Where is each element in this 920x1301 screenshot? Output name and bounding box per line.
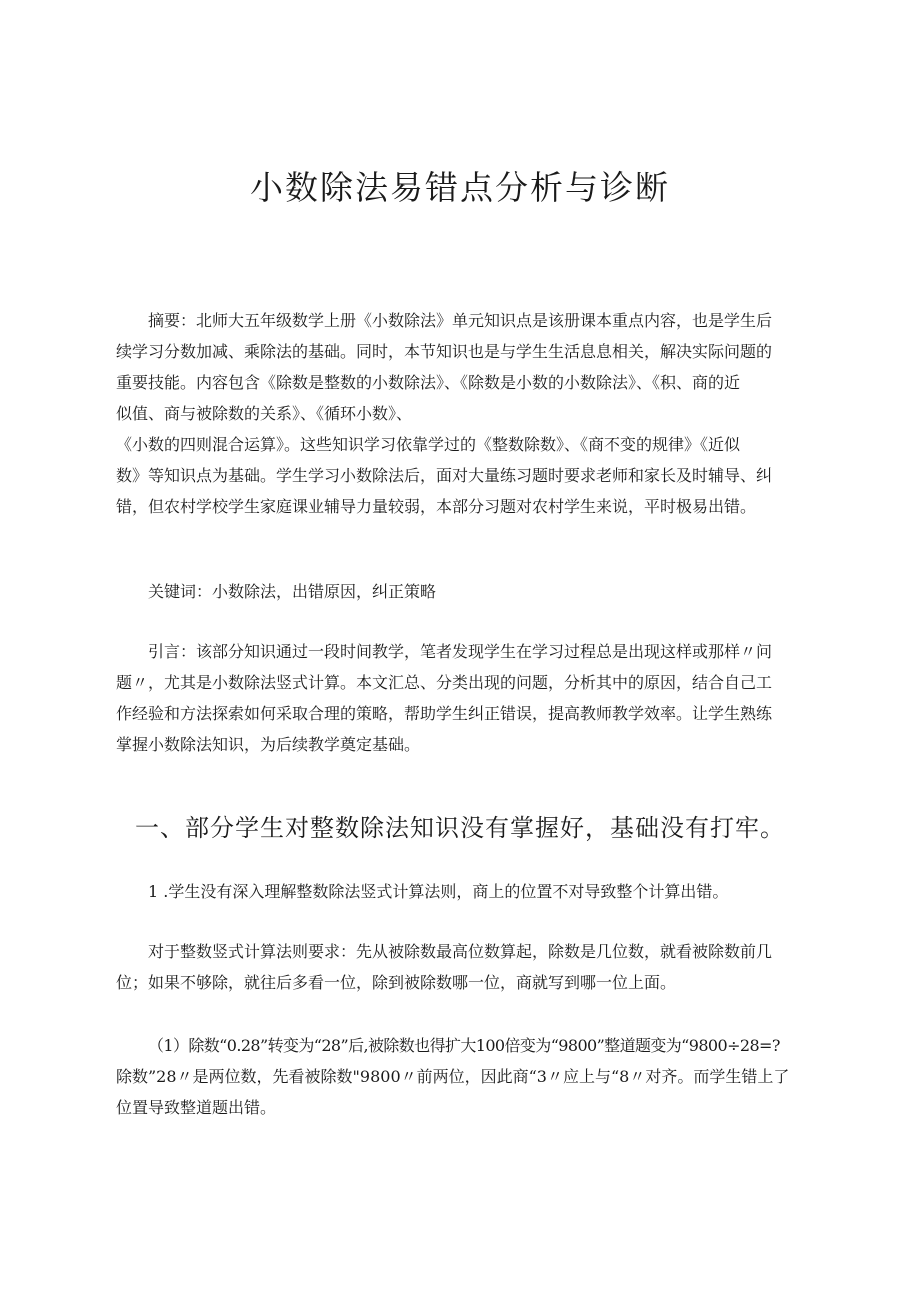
abstract-line: 错，但农村学校学生家庭课业辅导力量较弱，本部分习题对农村学生来说，平时极易出错。 <box>116 497 757 516</box>
item-1-text: 1 .学生没有深入理解整数除法竖式计算法则，商上的位置不对导致整个计算出错。 <box>148 882 729 901</box>
intro-line: 题〃，尤其是小数除法竖式计算。本文汇总、分类出现的问题，分析其中的原因，结合自己工 <box>116 673 773 692</box>
rule-paragraph <box>116 936 812 998</box>
example-line: 除数”28〃是两位数，先看被除数"9800〃前两位，因此商“3〃应上与“8〃对齐。而学生错上了 <box>116 1067 790 1086</box>
abstract-paragraph <box>116 305 812 522</box>
example-paragraph <box>116 1030 812 1123</box>
abstract-line: 摘要：北师大五年级数学上册《小数除法》单元知识点是该册课本重点内容，也是学生后 <box>148 311 773 330</box>
section-1-heading: 一、部分学生对整数除法知识没有掌握好，基础没有打牢。 <box>135 814 785 842</box>
abstract-line: 《小数的四则混合运算》。这些知识学习依靠学过的《整数除数》、《商不变的规律》《近似 <box>116 435 741 454</box>
intro-paragraph <box>116 636 812 760</box>
rule-line: 位；如果不够除，就往后多看一位，除到被除数哪一位，商就写到哪一位上面。 <box>116 973 677 992</box>
intro-line: 掌握小数除法知识，为后续教学奠定基础。 <box>116 735 421 754</box>
example-line: （1）除数“0.28”转变为“28”后,被除数也得扩大100倍变为“9800”整道题变为“9800÷28=? <box>148 1036 780 1055</box>
document-title: 小数除法易错点分析与诊断 <box>250 168 670 207</box>
example-line: 位置导致整道题出错。 <box>116 1098 277 1117</box>
abstract-line: 重要技能。内容包含《除数是整数的小数除法》、《除数是小数的小数除法》、《积、商的近 <box>116 373 741 392</box>
abstract-line: 续学习分数加减、乘除法的基础。同时，本节知识也是与学生生活息息相关，解决实际问题的 <box>116 342 773 361</box>
abstract-line: 似值、商与被除数的关系》、《循环小数》、 <box>116 404 413 423</box>
keywords-line: 关键词：小数除法，出错原因，纠正策略 <box>148 582 437 601</box>
intro-line: 作经验和方法探索如何采取合理的策略，帮助学生纠正错误，提高教师教学效率。让学生熟练 <box>116 704 773 723</box>
abstract-line: 数》等知识点为基础。学生学习小数除法后，面对大量练习题时要求老师和家长及时辅导、纠 <box>116 466 773 485</box>
intro-line: 引言：该部分知识通过一段时间教学，笔者发现学生在学习过程总是出现这样或那样〃问 <box>148 642 773 661</box>
rule-line: 对于整数竖式计算法则要求：先从被除数最高位数算起，除数是几位数，就看被除数前几 <box>148 942 773 961</box>
